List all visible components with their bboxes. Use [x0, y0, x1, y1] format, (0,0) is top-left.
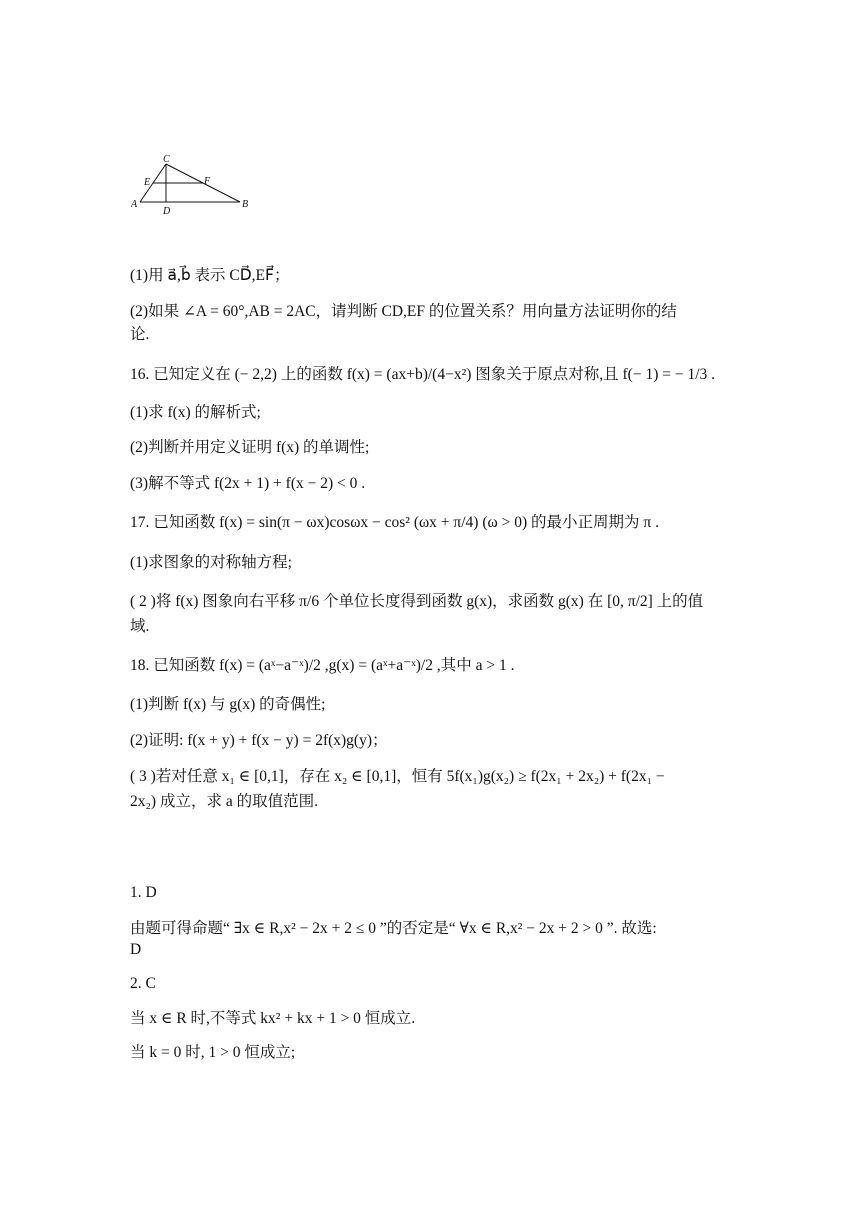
label-a: A [131, 199, 138, 210]
text-line: 当 x ∈ R 时,不等式 kx² + kx + 1 > 0 恒成立. [130, 1010, 416, 1027]
label-c: C [163, 154, 170, 165]
text-line: (1)用 a⃗,b⃗ 表示 CD⃗,EF⃗； [130, 267, 290, 284]
label-d: D [163, 206, 171, 217]
text-line: ( 2 )将 f(x) 图象向右平移 π/6 个单位长度得到函数 g(x)，求函数 g(x) 在 [0, π/2] 上的值 [130, 593, 704, 610]
text-line: 当 k = 0 时, 1 > 0 恒成立; [130, 1044, 296, 1061]
text-line: (2)如果 ∠A = 60°,AB = 2AC，请判断 CD,EF 的位置关系？用向量方法证明你的结 [130, 303, 677, 320]
text-line: 由题可得命题“ ∃x ∈ R,x² − 2x + 2 ≤ 0 ”的否定是“ ∀x ∈ R,x² − 2x + 2 > 0 ”. 故选: [130, 920, 657, 937]
text-line: (1)求图象的对称轴方程; [130, 554, 292, 571]
text-line: (2)证明: f(x + y) + f(x − y) = 2f(x)g(y)； [130, 732, 388, 749]
label-e: E [144, 177, 151, 188]
text-line: 16. 已知定义在 (− 2,2) 上的函数 f(x) = (ax+b)/(4−x²) 图象关于原点对称,且 f(− 1) = − 1/3 . [130, 366, 716, 383]
triangle-figure [128, 152, 258, 222]
text-line: (1)判断 f(x) 与 g(x) 的奇偶性; [130, 696, 326, 713]
text-line: (2)判断并用定义证明 f(x) 的单调性; [130, 439, 370, 456]
text-line: 17. 已知函数 f(x) = sin(π − ωx)cosωx − cos² (ωx + π/4) (ω > 0) 的最小正周期为 π . [130, 514, 659, 531]
text-line: D [130, 941, 142, 958]
text-line: 18. 已知函数 f(x) = (aˣ−a⁻ˣ)/2 ,g(x) = (aˣ+a⁻ˣ)/2 ,其中 a > 1 . [130, 657, 515, 674]
label-b: B [242, 199, 249, 210]
text-line: (3)解不等式 f(2x + 1) + f(x − 2) < 0 . [130, 475, 366, 492]
text-line: 1. D [130, 884, 157, 901]
text-line: 论. [130, 326, 150, 343]
text-line: 2. C [130, 975, 156, 992]
text-line: 2x₂) 成立，求 a 的取值范围. [130, 793, 318, 810]
text-line: ( 3 )若对任意 x₁ ∈ [0,1]，存在 x₂ ∈ [0,1]，恒有 5f(x₁)g(x₂) ≥ f(2x₁ + 2x₂) + f(2x₁ − [130, 768, 665, 785]
text-line: (1)求 f(x) 的解析式; [130, 404, 261, 421]
label-f: F [204, 176, 211, 187]
text-line: 域. [130, 618, 150, 635]
